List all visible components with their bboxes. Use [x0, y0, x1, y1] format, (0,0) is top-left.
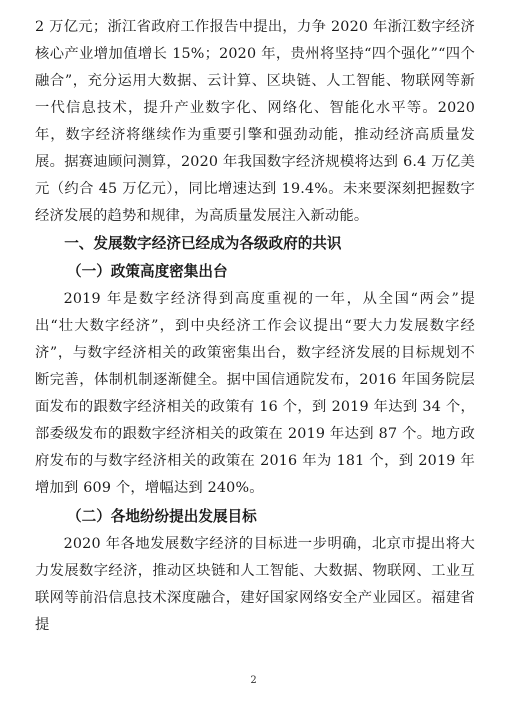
body-paragraph-3: 2020 年各地发展数字经济的目标进一步明确，北京市提出将大力发展数字经济，推动区块链和人工智能、大数据、物联网、工业互联网等前沿信息技术深度融合，建好国家网络安全产业园区。福建省提	[35, 536, 475, 633]
section-heading-1: 一、发展数字经济已经成为各级政府的共识	[64, 235, 342, 252]
body-paragraph-1: 2 万亿元；浙江省政府工作报告中提出，力争 2020 年浙江数字经济核心产业增加值增长 15%；2020 年，贵州将坚持“四个强化”“四个融合”，充分运用大数据、云计算、区块链、人工智能、物联网等新一代信息技术，提升产业数字化、网络化、智能化水平等。2020 年，数字经济将继续作为重要引擎和强劲动能，推动经济高质量发展。据赛迪顾问测算，2020 年我国数字经济规模将达到 6.4 万亿美元（约合 45 万亿元），同比增速达到 19.4%。未来要深刻把握数字经济发展的趋势和规律，为高质量发展注入新动能。	[35, 19, 475, 224]
page-number: 2	[250, 675, 257, 686]
body-paragraph-2: 2019 年是数字经济得到高度重视的一年，从全国“两会”提出“壮大数字经济”，到中央经济工作会议提出“要大力发展数字经济”，与数字经济相关的政策密集出台，数字经济发展的目标规划不断完善，体制机制逐渐健全。据中国信通院发布，2016 年国务院层面发布的跟数字经济相关的政策有 16 个，到 2019 年达到 34 个，部委级发布的跟数字经济相关的政策在 2019 年达到 87 个。地方政府发布的与数字经济相关的政策在 2016 年为 181 个，到 2019 年增加到 609 个，增幅达到 240%。	[35, 291, 475, 496]
subsection-heading-1: （一）政策高度密集出台	[67, 263, 228, 280]
subsection-heading-2: （二）各地纷纷提出发展目标	[67, 508, 257, 525]
document-page	[35, 14, 475, 684]
